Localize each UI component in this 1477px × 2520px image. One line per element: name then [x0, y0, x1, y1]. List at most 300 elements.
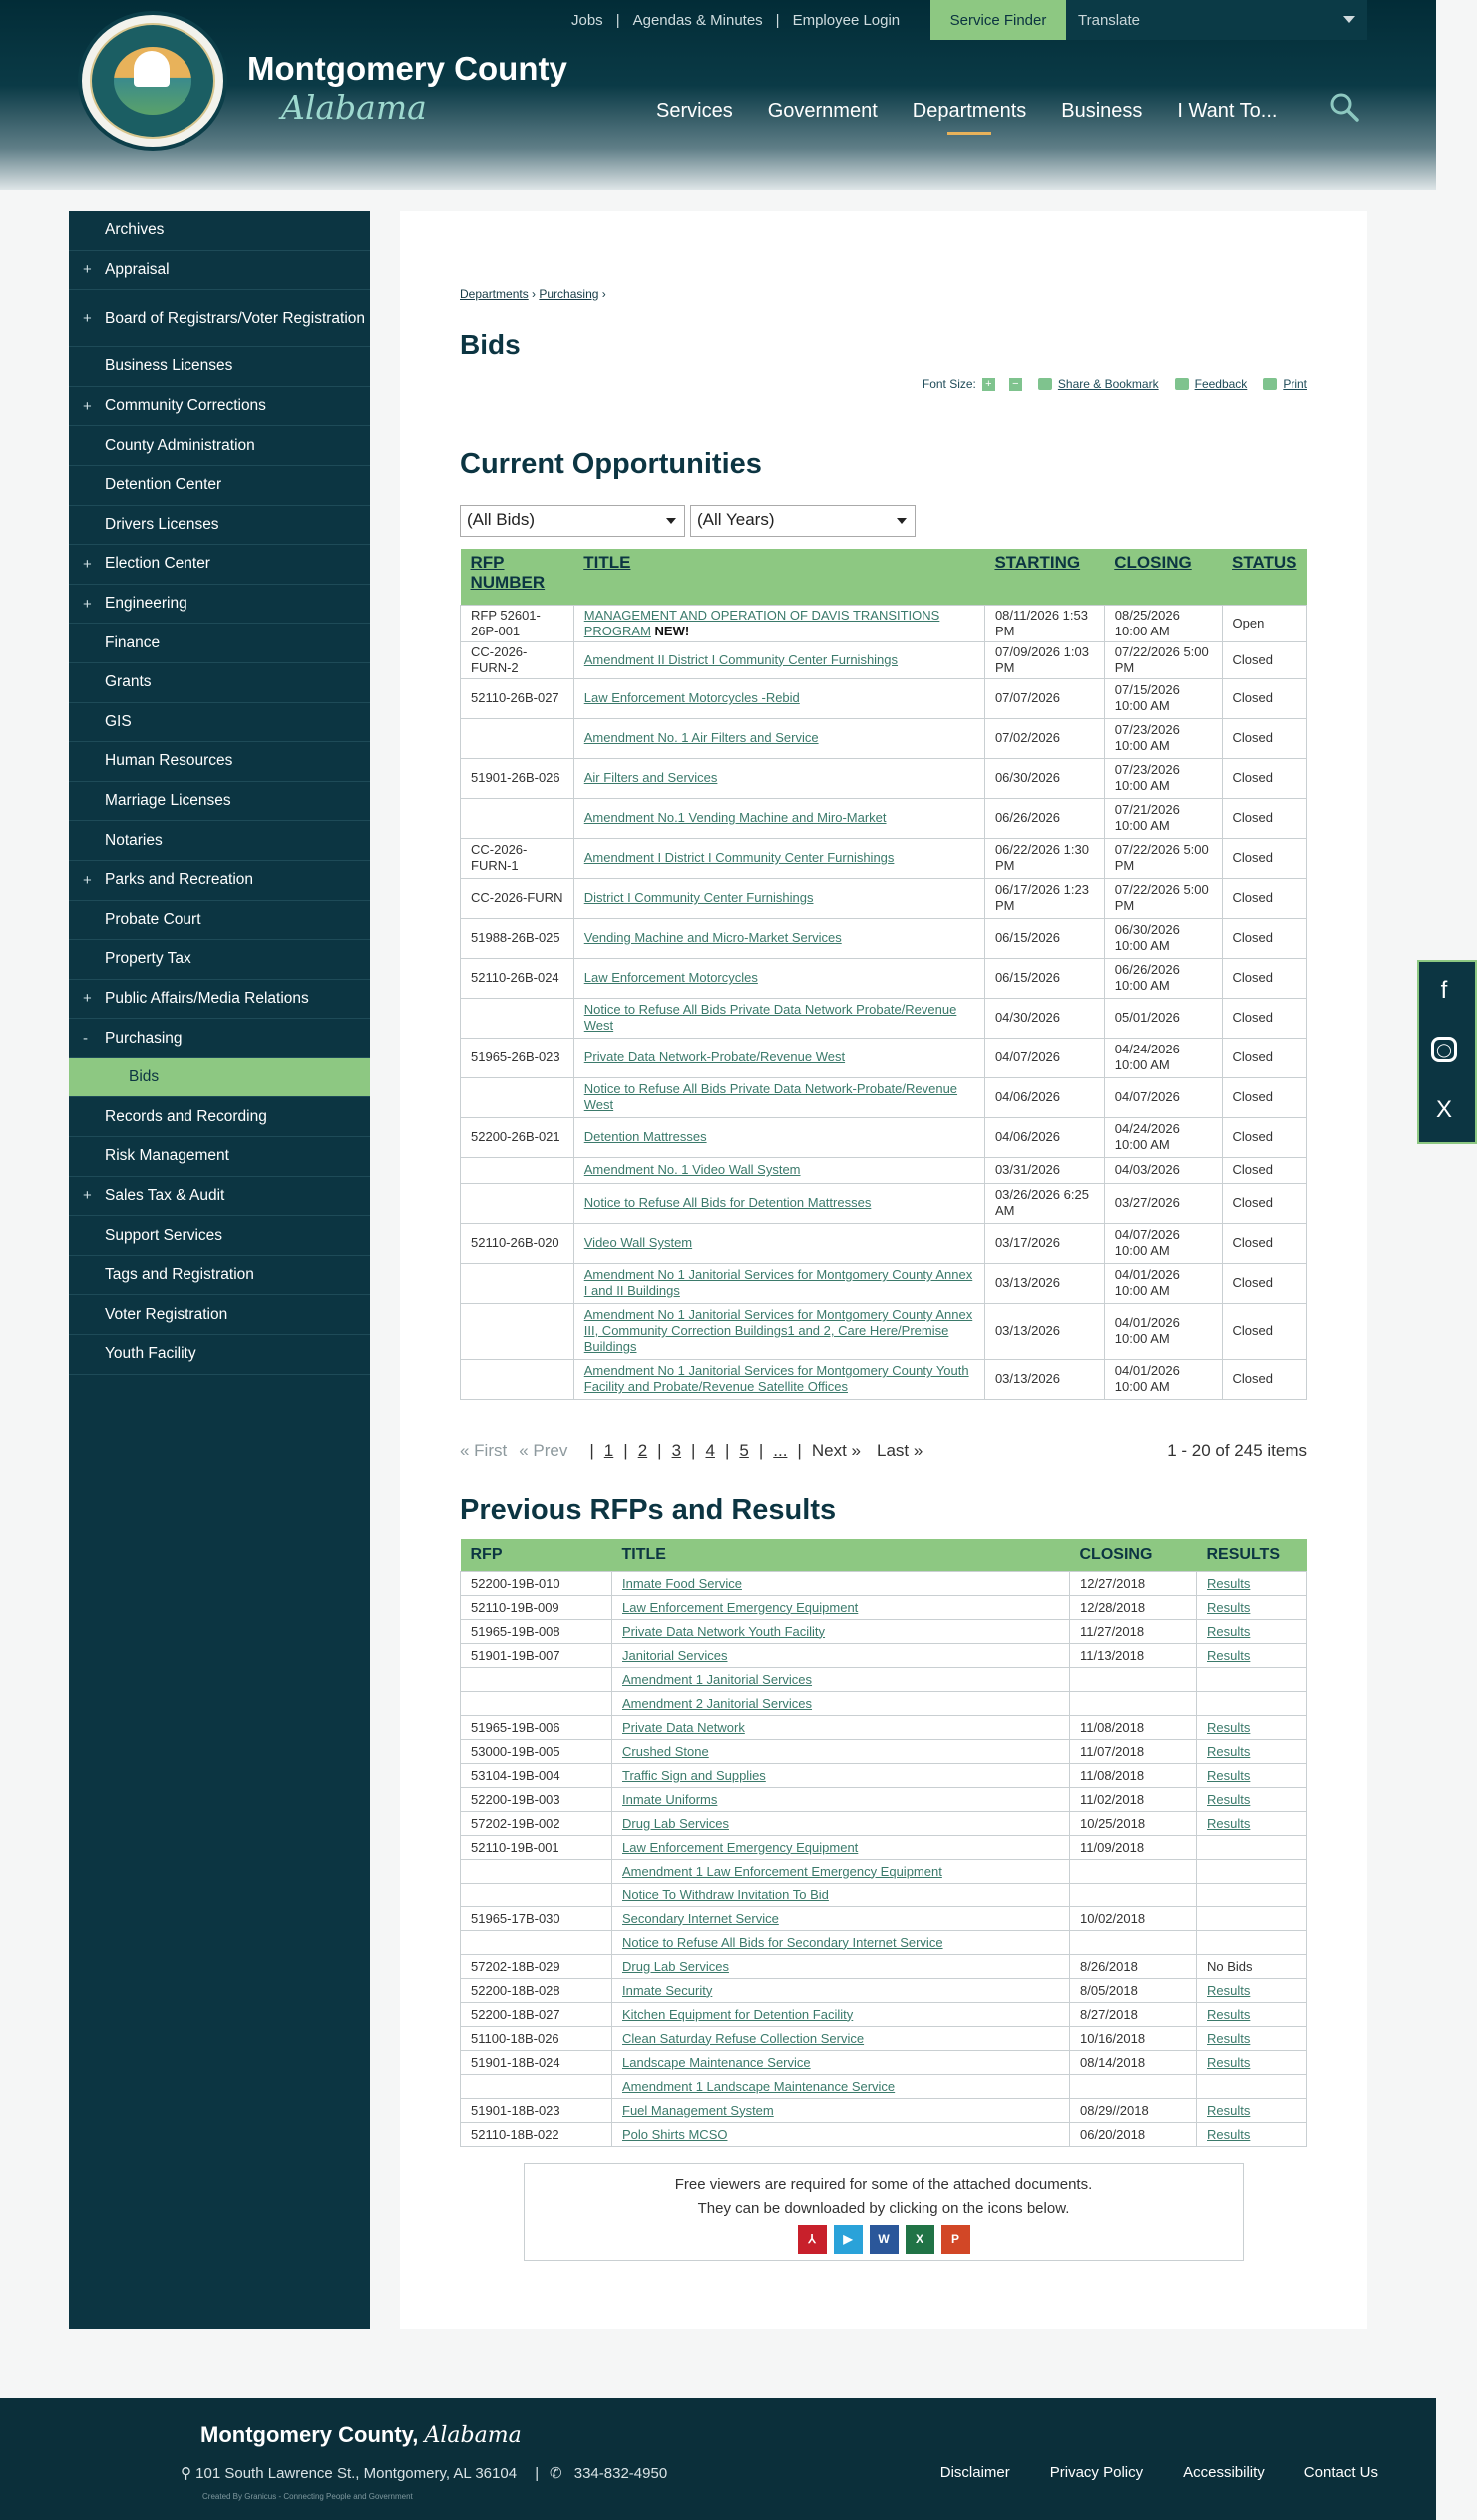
sidebar-item[interactable]: [69, 861, 370, 901]
expand-icon[interactable]: +: [83, 261, 92, 279]
bid-title-link[interactable]: Law Enforcement Motorcycles: [583, 970, 758, 985]
pager-page-5[interactable]: 5: [739, 1441, 749, 1460]
footer-link-privacy[interactable]: Privacy Policy: [1049, 2464, 1144, 2481]
sidebar-item[interactable]: [69, 585, 370, 625]
results-cell: [1197, 1595, 1307, 1619]
status-cell: Closed: [1222, 1183, 1306, 1223]
results-cell: [1197, 2026, 1307, 2050]
status-cell: Closed: [1222, 958, 1306, 998]
rfp-title-link[interactable]: Private Data Network Youth Facility: [622, 1623, 826, 1639]
closing-cell: 04/07/2026 10:00 AM: [1104, 1223, 1222, 1263]
rfp-title-link[interactable]: Clean Saturday Refuse Collection Service: [622, 2030, 865, 2046]
sidebar-item-label: Finance: [105, 633, 161, 651]
rfp-number-cell: RFP 52601-26P-001: [461, 605, 574, 641]
page-title: Bids: [460, 329, 521, 360]
col-rfp-number[interactable]: RFP NUMBER: [461, 549, 574, 605]
closing-cell: 07/23/2026 10:00 AM: [1104, 718, 1222, 758]
link-agendas[interactable]: Agendas & Minutes: [632, 11, 763, 29]
expand-icon[interactable]: +: [83, 1187, 92, 1205]
bid-type-select[interactable]: [460, 505, 685, 537]
rfp-title-link[interactable]: Secondary Internet Service: [622, 1910, 779, 1926]
title-cell: [573, 758, 984, 798]
pager-page-2[interactable]: 2: [637, 1441, 648, 1460]
rfp-title-link[interactable]: Amendment 1 Law Enforcement Emergency Equipment: [622, 1863, 942, 1879]
bid-title-link[interactable]: Amendment No.1 Vending Machine and Miro-Market: [583, 810, 887, 825]
expand-icon[interactable]: +: [83, 990, 92, 1008]
footer-links: [901, 2464, 1378, 2481]
feedback-link[interactable]: Feedback: [1194, 377, 1248, 391]
rfp-title-link[interactable]: Inmate Food Service: [622, 1575, 742, 1591]
table-row: [461, 2026, 1307, 2050]
table-row: [461, 1643, 1307, 1667]
starting-cell: 03/26/2026 6:25 AM: [984, 1183, 1104, 1223]
results-cell: [1197, 1859, 1307, 1883]
table-row: [461, 641, 1307, 678]
rfp-cell: [461, 1691, 612, 1715]
results-link[interactable]: Results: [1207, 2006, 1251, 2022]
results-cell: [1197, 1835, 1307, 1859]
service-finder-button[interactable]: Service Finder: [930, 0, 1066, 40]
title-cell: [573, 1263, 984, 1303]
table-row: [461, 998, 1307, 1038]
bid-title-link[interactable]: Amendment I District I Community Center Furnishings: [583, 850, 895, 865]
rfp-title-link[interactable]: Drug Lab Services: [622, 1958, 729, 1974]
results-cell: [1197, 2002, 1307, 2026]
sidebar-item[interactable]: [69, 940, 370, 980]
sidebar-item-label: Archives: [105, 221, 165, 239]
sidebar-item[interactable]: [69, 1216, 370, 1256]
results-cell: [1197, 2050, 1307, 2074]
sidebar-item[interactable]: [69, 742, 370, 782]
closing-cell: 11/08/2018: [1070, 1763, 1197, 1787]
previous-rfps-heading: Previous RFPs and Results: [460, 1494, 837, 1526]
starting-cell: 07/07/2026: [984, 678, 1104, 718]
sidebar-item[interactable]: [69, 426, 370, 466]
title-cell: [573, 838, 984, 878]
sidebar-item[interactable]: [69, 901, 370, 941]
closing-cell: 07/22/2026 5:00 PM: [1104, 641, 1222, 678]
rfp-number-cell: [461, 998, 574, 1038]
title-cell: [573, 798, 984, 838]
expand-icon[interactable]: +: [83, 595, 92, 613]
sidebar-item-label: Drivers Licenses: [105, 515, 219, 533]
rfp-title-link[interactable]: Inmate Uniforms: [622, 1791, 718, 1807]
expand-icon[interactable]: +: [83, 397, 92, 415]
results-link[interactable]: Results: [1207, 1623, 1251, 1639]
results-cell: [1197, 1715, 1307, 1739]
expand-icon[interactable]: +: [83, 871, 92, 889]
instagram-icon[interactable]: ◯: [1431, 1037, 1457, 1062]
status-cell: Closed: [1222, 1303, 1306, 1359]
sidebar-item[interactable]: [69, 347, 370, 387]
sidebar-item[interactable]: [69, 821, 370, 861]
results-cell: [1197, 2098, 1307, 2122]
nav-i-want-to[interactable]: I Want To...: [1177, 100, 1278, 122]
title-cell: [612, 1595, 1070, 1619]
link-jobs[interactable]: Jobs: [571, 11, 603, 29]
table-row: [461, 1883, 1307, 1906]
starting-cell: 06/17/2026 1:23 PM: [984, 878, 1104, 918]
table-row: [461, 1619, 1307, 1643]
rfp-title-link[interactable]: Polo Shirts MCSO: [622, 2126, 728, 2142]
results-link[interactable]: Results: [1207, 1815, 1251, 1831]
table-row: [461, 2050, 1307, 2074]
status-cell: Closed: [1222, 798, 1306, 838]
closing-cell: 11/27/2018: [1070, 1619, 1197, 1643]
main-content: [400, 211, 1367, 2329]
table-row: [461, 2098, 1307, 2122]
font-increase-icon[interactable]: +: [982, 378, 995, 391]
rfp-title-link[interactable]: Landscape Maintenance Service: [622, 2054, 811, 2070]
rfp-number-cell: 52200-26B-021: [461, 1117, 574, 1157]
utility-links: [558, 0, 913, 40]
sidebar-item-label: Appraisal: [105, 260, 170, 278]
col-results: RESULTS: [1197, 1539, 1307, 1571]
title-cell: [612, 1715, 1070, 1739]
bid-title-link[interactable]: District I Community Center Furnishings: [583, 890, 814, 905]
rfp-title-link[interactable]: Amendment 1 Janitorial Services: [622, 1671, 813, 1687]
rfp-cell: 51901-18B-024: [461, 2050, 612, 2074]
rfp-cell: 52110-19B-001: [461, 1835, 612, 1859]
col-status[interactable]: STATUS: [1222, 549, 1306, 605]
rfp-number-cell: 51901-26B-026: [461, 758, 574, 798]
results-link[interactable]: Results: [1207, 2030, 1251, 2046]
sidebar-item[interactable]: [69, 290, 370, 347]
bid-title-link[interactable]: Notice to Refuse All Bids Private Data Network-Probate/Revenue West: [583, 1081, 958, 1112]
status-cell: Closed: [1222, 998, 1306, 1038]
closing-cell: 07/22/2026 5:00 PM: [1104, 838, 1222, 878]
sidebar-item[interactable]: [69, 782, 370, 822]
rfp-cell: 52200-18B-028: [461, 1978, 612, 2002]
closing-cell: [1070, 2074, 1197, 2098]
sidebar-item[interactable]: [69, 624, 370, 663]
bid-title-link[interactable]: MANAGEMENT AND OPERATION OF DAVIS TRANSITIONS PROGRAM: [583, 607, 940, 638]
nav-business[interactable]: Business: [1061, 100, 1143, 122]
starting-cell: 04/06/2026: [984, 1077, 1104, 1117]
title-cell: [612, 1930, 1070, 1954]
closing-cell: [1070, 1859, 1197, 1883]
translate-select[interactable]: [1066, 0, 1367, 40]
results-cell: [1197, 1619, 1307, 1643]
title-cell: [573, 1359, 984, 1399]
title-cell: [573, 605, 984, 641]
table-row: [461, 1183, 1307, 1223]
title-cell: [612, 1619, 1070, 1643]
title-cell: [612, 2074, 1070, 2098]
rfp-title-link[interactable]: Traffic Sign and Supplies: [622, 1767, 766, 1783]
nav-services[interactable]: Services: [656, 100, 733, 122]
bid-title-link[interactable]: Air Filters and Services: [583, 770, 718, 785]
results-link[interactable]: Results: [1207, 1791, 1251, 1807]
sidebar-item[interactable]: [69, 980, 370, 1020]
current-opportunities-heading: Current Opportunities: [460, 448, 762, 480]
rfp-title-link[interactable]: Kitchen Equipment for Detention Facility: [622, 2006, 854, 2022]
closing-cell: 07/22/2026 5:00 PM: [1104, 878, 1222, 918]
sidebar-item[interactable]: [69, 1335, 370, 1375]
table-row: [461, 798, 1307, 838]
results-link[interactable]: Results: [1207, 2054, 1251, 2070]
rfp-title-link[interactable]: Crushed Stone: [622, 1743, 709, 1759]
bid-title-link[interactable]: Law Enforcement Motorcycles -Rebid: [583, 690, 800, 705]
sidebar-item[interactable]: [69, 251, 370, 291]
footer-county-name: [200, 2422, 522, 2448]
share-bookmark-link[interactable]: Share & Bookmark: [1057, 377, 1159, 391]
closing-cell: 8/27/2018: [1070, 2002, 1197, 2026]
seal-dome: [134, 51, 170, 87]
footer-name-script: Alabama: [424, 2423, 522, 2448]
results-link[interactable]: Results: [1207, 2102, 1251, 2118]
table-row: [461, 1835, 1307, 1859]
closing-cell: 08/14/2018: [1070, 2050, 1197, 2074]
sidebar-item[interactable]: [69, 506, 370, 546]
year-value: (All Years): [697, 510, 775, 529]
sidebar-item-label: Risk Management: [105, 1147, 229, 1165]
table-row: [461, 1595, 1307, 1619]
divider: |: [724, 1441, 730, 1460]
sidebar-item[interactable]: [69, 1019, 370, 1058]
rfp-number-cell: CC-2026-FURN-2: [461, 641, 574, 678]
bid-title-link[interactable]: Notice to Refuse All Bids Private Data Network Probate/Revenue West: [583, 1002, 957, 1033]
starting-cell: 04/30/2026: [984, 998, 1104, 1038]
bid-title-link[interactable]: Amendment No. 1 Air Filters and Service: [583, 730, 819, 745]
table-row: [461, 1077, 1307, 1117]
title-cell: [612, 1906, 1070, 1930]
rfp-title-link[interactable]: Janitorial Services: [622, 1647, 728, 1663]
closing-cell: 11/02/2018: [1070, 1787, 1197, 1811]
title-cell: [612, 1954, 1070, 1978]
results-link[interactable]: Results: [1207, 1743, 1251, 1759]
document-viewers-box: [524, 2163, 1244, 2261]
nav-departments[interactable]: Departments: [912, 100, 1027, 122]
footer-address-text: 101 South Lawrence St., Montgomery, AL 36104: [195, 2465, 518, 2482]
bid-title-link[interactable]: Amendment No 1 Janitorial Services for Montgomery County Annex I and II Buildings: [583, 1267, 973, 1298]
rfp-title-link[interactable]: Notice To Withdraw Invitation To Bid: [622, 1887, 829, 1902]
sidebar-item[interactable]: [69, 545, 370, 585]
x-twitter-icon[interactable]: X: [1435, 1096, 1452, 1123]
results-link[interactable]: Results: [1207, 1599, 1251, 1615]
table-row: [461, 2074, 1307, 2098]
sidebar-item[interactable]: [69, 1097, 370, 1137]
table-row: [461, 718, 1307, 758]
rfp-title-link[interactable]: Law Enforcement Emergency Equipment: [622, 1839, 859, 1855]
rfp-title-link[interactable]: Drug Lab Services: [622, 1815, 729, 1831]
rfp-title-link[interactable]: Notice to Refuse All Bids for Secondary Internet Service: [622, 1934, 943, 1950]
rfp-cell: 51901-18B-023: [461, 2098, 612, 2122]
sidebar-item[interactable]: [69, 1295, 370, 1335]
table-row: [461, 1811, 1307, 1835]
starting-cell: 06/15/2026: [984, 958, 1104, 998]
powerpoint-viewer-icon[interactable]: P: [941, 2225, 970, 2254]
breadcrumb-purchasing[interactable]: Purchasing: [539, 287, 599, 301]
bid-title-link[interactable]: Private Data Network-Probate/Revenue West: [583, 1050, 846, 1064]
status-cell: Closed: [1222, 1223, 1306, 1263]
closing-cell: 11/13/2018: [1070, 1643, 1197, 1667]
viewer-icons: [525, 2225, 1243, 2254]
closing-cell: 10/02/2018: [1070, 1906, 1197, 1930]
results-link[interactable]: Results: [1207, 1647, 1251, 1663]
col-title[interactable]: TITLE: [573, 549, 984, 605]
results-link[interactable]: Results: [1207, 1719, 1251, 1735]
rfp-title-link[interactable]: Amendment 1 Landscape Maintenance Service: [622, 2078, 896, 2094]
pager-page-1[interactable]: 1: [603, 1441, 614, 1460]
rfp-cell: 52200-19B-010: [461, 1571, 612, 1595]
footer-created-by[interactable]: Created By Granicus - Connecting People and Government: [202, 2492, 413, 2501]
sidebar-item[interactable]: [69, 1058, 370, 1098]
title-cell: [612, 2026, 1070, 2050]
results-cell: [1197, 1978, 1307, 2002]
closing-cell: 10/25/2018: [1070, 1811, 1197, 1835]
county-seal-logo[interactable]: [78, 11, 227, 151]
starting-cell: 03/31/2026: [984, 1157, 1104, 1183]
sidebar-item[interactable]: [69, 663, 370, 703]
status-cell: Closed: [1222, 758, 1306, 798]
title-cell: [573, 958, 984, 998]
sidebar-item[interactable]: [69, 466, 370, 506]
expand-icon[interactable]: +: [83, 555, 92, 573]
starting-cell: 08/11/2026 1:53 PM: [984, 605, 1104, 641]
site-name[interactable]: Montgomery County: [247, 50, 567, 87]
sidebar-item-label: Human Resources: [105, 752, 233, 770]
results-link[interactable]: Results: [1207, 1982, 1251, 1998]
viewers-line-2: They can be downloaded by clicking on the icons below.: [697, 2200, 1070, 2217]
nav-government[interactable]: Government: [767, 100, 878, 122]
table-row: [461, 1117, 1307, 1157]
title-cell: [573, 1183, 984, 1223]
rfp-number-cell: [461, 1303, 574, 1359]
title-cell: [612, 2050, 1070, 2074]
title-cell: [573, 1157, 984, 1183]
link-employee-login[interactable]: Employee Login: [792, 11, 901, 29]
title-cell: [612, 1883, 1070, 1906]
table-row: [461, 878, 1307, 918]
bid-title-link[interactable]: Detention Mattresses: [583, 1129, 707, 1144]
divider: |: [691, 1441, 696, 1460]
sidebar-item-label: Voter Registration: [105, 1305, 228, 1323]
previous-rfps-table: [460, 1539, 1307, 2147]
main-nav: [656, 100, 1311, 123]
title-cell: [612, 1787, 1070, 1811]
results-cell: [1197, 2074, 1307, 2098]
rfp-number-cell: [461, 1157, 574, 1183]
table-row: [461, 1954, 1307, 1978]
search-icon[interactable]: [1329, 92, 1359, 122]
status-cell: Closed: [1222, 1117, 1306, 1157]
font-decrease-icon[interactable]: −: [1009, 378, 1022, 391]
table-row: [461, 838, 1307, 878]
starting-cell: 03/17/2026: [984, 1223, 1104, 1263]
title-cell: [573, 641, 984, 678]
starting-cell: 03/13/2026: [984, 1303, 1104, 1359]
results-cell: [1197, 1667, 1307, 1691]
rfp-title-link[interactable]: Fuel Management System: [622, 2102, 774, 2118]
starting-cell: 03/13/2026: [984, 1263, 1104, 1303]
rfp-number-cell: CC-2026-FURN: [461, 878, 574, 918]
bid-title-link[interactable]: Amendment No 1 Janitorial Services for Montgomery County Youth Facility and Probate/Revenue Satellite Offices: [583, 1363, 969, 1394]
rfp-title-link[interactable]: Inmate Security: [622, 1982, 713, 1998]
results-link[interactable]: Results: [1207, 1575, 1251, 1591]
pager-page-3[interactable]: 3: [671, 1441, 682, 1460]
table-row: [461, 1157, 1307, 1183]
sidebar-item[interactable]: [69, 703, 370, 743]
pager-next[interactable]: Next »: [811, 1441, 861, 1460]
rfp-cell: 57202-19B-002: [461, 1811, 612, 1835]
footer-link-disclaimer[interactable]: Disclaimer: [939, 2464, 1010, 2481]
rfp-title-link[interactable]: Amendment 2 Janitorial Services: [622, 1695, 813, 1711]
closing-cell: [1070, 1930, 1197, 1954]
closing-cell: 07/21/2026 10:00 AM: [1104, 798, 1222, 838]
closing-cell: 11/08/2018: [1070, 1715, 1197, 1739]
footer-link-accessibility[interactable]: Accessibility: [1183, 2464, 1265, 2481]
rfp-cell: 51100-18B-026: [461, 2026, 612, 2050]
results-cell: [1197, 1763, 1307, 1787]
bid-title-link[interactable]: Amendment No 1 Janitorial Services for Montgomery County Annex III, Community Correction Buildings1 and 2, Care Here/Premise Buildings: [583, 1307, 973, 1354]
results-link[interactable]: Results: [1207, 1767, 1251, 1783]
facebook-icon[interactable]: f: [1440, 977, 1448, 1004]
col-closing[interactable]: CLOSING: [1104, 549, 1222, 605]
media-player-icon[interactable]: ▶: [834, 2225, 863, 2254]
rfp-cell: 51901-19B-007: [461, 1643, 612, 1667]
results-link[interactable]: Results: [1207, 2126, 1251, 2142]
rfp-title-link[interactable]: Law Enforcement Emergency Equipment: [622, 1599, 859, 1615]
status-cell: Closed: [1222, 918, 1306, 958]
bid-title-link[interactable]: Vending Machine and Micro-Market Services: [583, 930, 842, 945]
sidebar-item-label: Youth Facility: [105, 1345, 196, 1363]
rfp-number-cell: CC-2026-FURN-1: [461, 838, 574, 878]
map-pin-icon: ⚲: [181, 2465, 191, 2482]
sidebar-item-label: Grants: [105, 673, 152, 691]
year-select[interactable]: [690, 505, 916, 537]
chevron-down-icon: [1343, 16, 1355, 23]
footer-link-contact[interactable]: Contact Us: [1303, 2464, 1378, 2481]
divider: |: [797, 1441, 802, 1460]
collapse-icon[interactable]: -: [83, 1030, 88, 1048]
sidebar-item[interactable]: [69, 211, 370, 251]
status-cell: Closed: [1222, 1359, 1306, 1399]
excel-viewer-icon[interactable]: X: [906, 2225, 934, 2254]
pager-more[interactable]: ...: [773, 1441, 788, 1460]
sidebar-item[interactable]: [69, 1137, 370, 1177]
bid-title-link[interactable]: Video Wall System: [583, 1235, 693, 1250]
word-viewer-icon[interactable]: W: [870, 2225, 899, 2254]
closing-cell: 8/26/2018: [1070, 1954, 1197, 1978]
site-header: [0, 0, 1436, 190]
translate-label: Translate: [1078, 11, 1140, 29]
sidebar-item[interactable]: [69, 387, 370, 427]
pager-page-4[interactable]: 4: [705, 1441, 715, 1460]
footer-phone[interactable]: [550, 2464, 667, 2482]
rfp-title-link[interactable]: Private Data Network: [622, 1719, 745, 1735]
breadcrumb-departments[interactable]: Departments: [460, 287, 529, 301]
col-starting[interactable]: STARTING: [984, 549, 1104, 605]
sidebar-item[interactable]: [69, 1256, 370, 1296]
pager-last[interactable]: Last »: [876, 1441, 923, 1460]
expand-icon[interactable]: +: [83, 309, 92, 327]
phone-icon: ✆: [550, 2465, 562, 2482]
bid-title-link[interactable]: Notice to Refuse All Bids for Detention Mattresses: [583, 1195, 872, 1210]
title-cell: [612, 1978, 1070, 2002]
sidebar-item-label: Board of Registrars/Voter Registration: [105, 309, 366, 327]
sidebar-item[interactable]: [69, 1177, 370, 1217]
sidebar-item-label: Tags and Registration: [105, 1266, 254, 1284]
pdf-viewer-icon[interactable]: ⅄: [798, 2225, 827, 2254]
title-cell: [573, 918, 984, 958]
bid-title-link[interactable]: Amendment II District I Community Center Furnishings: [583, 651, 899, 667]
results-cell: [1197, 1643, 1307, 1667]
bid-title-link[interactable]: Amendment No. 1 Video Wall System: [583, 1162, 801, 1177]
pager-prev: « Prev: [519, 1441, 568, 1460]
results-cell: [1197, 1811, 1307, 1835]
print-link[interactable]: Print: [1283, 377, 1307, 391]
